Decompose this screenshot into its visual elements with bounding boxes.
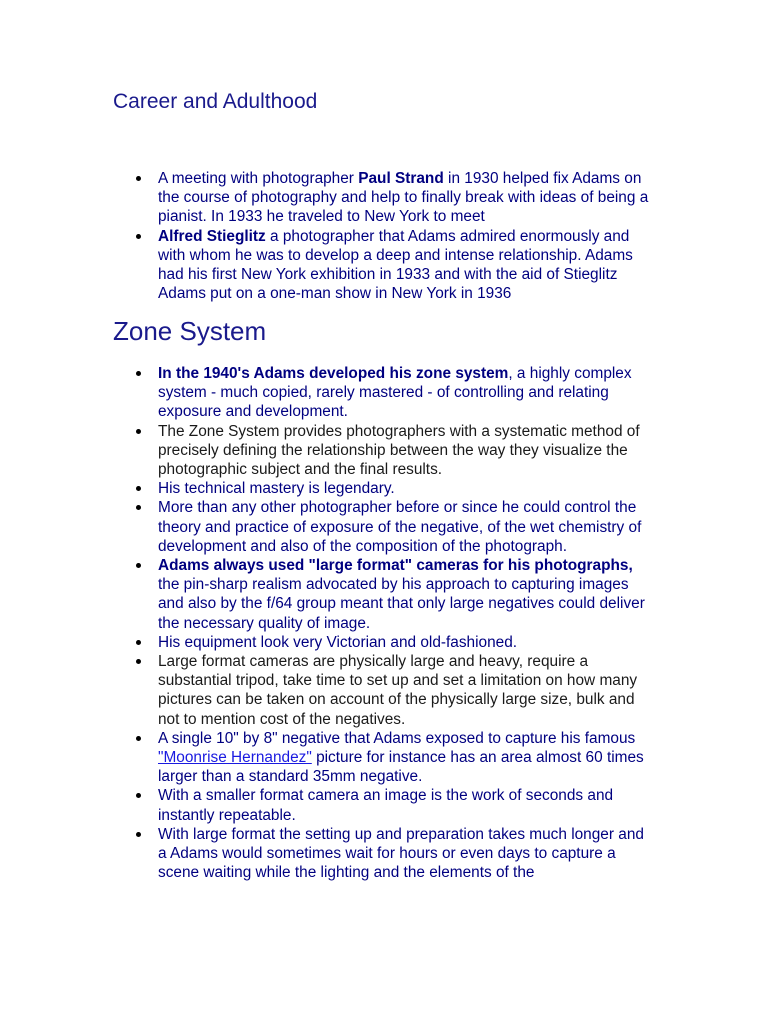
item-text: a photographer that Adams admired enormously and with whom he was to develop a deep and intense relationship. Adams had his first New York exhibition in 1933 and with the aid of Stieglitz Adams put on a one-man show in New York in 1936 (158, 227, 633, 303)
career-bullet-list (0, 169, 768, 303)
section-heading-zone-system: Zone System (113, 316, 267, 346)
item-text: Large format cameras are physically large and heavy, require a substantial tripod, take time to set up and set a limitation on how many pictures can be taken on account of the physically large size, bulk and not to mention cost of the negatives. (158, 653, 638, 728)
section-heading-career: Career and Adulthood (113, 90, 318, 113)
list-item (0, 422, 652, 480)
item-text: A single 10" by 8" negative that Adams exposed to capture his famous (158, 729, 636, 747)
item-text: More than any other photographer before or since he could control the theory and practice of exposure of the negative, of the wet chemistry of development and also of the composition of the photograph. (158, 499, 642, 555)
list-item (0, 364, 652, 422)
item-bold-name: Alfred Stieglitz (158, 227, 266, 245)
item-bold-text: Adams always used "large format" cameras for his photographs, (158, 557, 633, 575)
list-item (0, 556, 652, 633)
item-text: in 1930 helped fix Adams on the course of photography and help to finally break with ideas of being a pianist. In 1933 he traveled to New York to meet (158, 170, 649, 226)
item-text: His technical mastery is legendary. (158, 480, 395, 498)
item-text: The Zone System provides photographers with a systematic method of precisely defining the relationship between the way they visualize the photographic subject and the final results. (158, 422, 640, 479)
item-text: His equipment look very Victorian and old-fashioned. (158, 633, 518, 651)
item-text: the pin-sharp realism advocated by his approach to capturing images and also by the f/64 group meant that only large negatives could deliver the necessary quality of image. (158, 576, 645, 632)
list-item (0, 825, 652, 883)
list-item (0, 729, 652, 787)
list-item (0, 169, 652, 227)
item-text: With a smaller format camera an image is the work of seconds and instantly repeatable. (158, 787, 614, 824)
list-item (0, 786, 652, 824)
item-bold-text: In the 1940's Adams developed his zone system (158, 365, 509, 382)
list-item (0, 479, 652, 498)
item-text: picture for instance has an area almost 60 times larger than a standard 35mm negative. (158, 749, 644, 786)
item-text: A meeting with photographer (158, 170, 359, 187)
list-item (0, 227, 652, 304)
list-item (0, 633, 652, 652)
moonrise-hernandez-link[interactable]: "Moonrise Hernandez" (158, 749, 312, 767)
item-text: With large format the setting up and preparation takes much longer and a Adams would sometimes wait for hours or even days to capture a scene waiting while the lighting and the elements of the (158, 825, 644, 882)
item-bold-name: Paul Strand (358, 170, 444, 187)
zone-system-bullet-list (0, 364, 768, 882)
list-item (0, 652, 652, 729)
item-text: , a highly complex system - much copied, rarely mastered - of controlling and relating exposure and development. (158, 365, 632, 421)
list-item (0, 498, 652, 556)
